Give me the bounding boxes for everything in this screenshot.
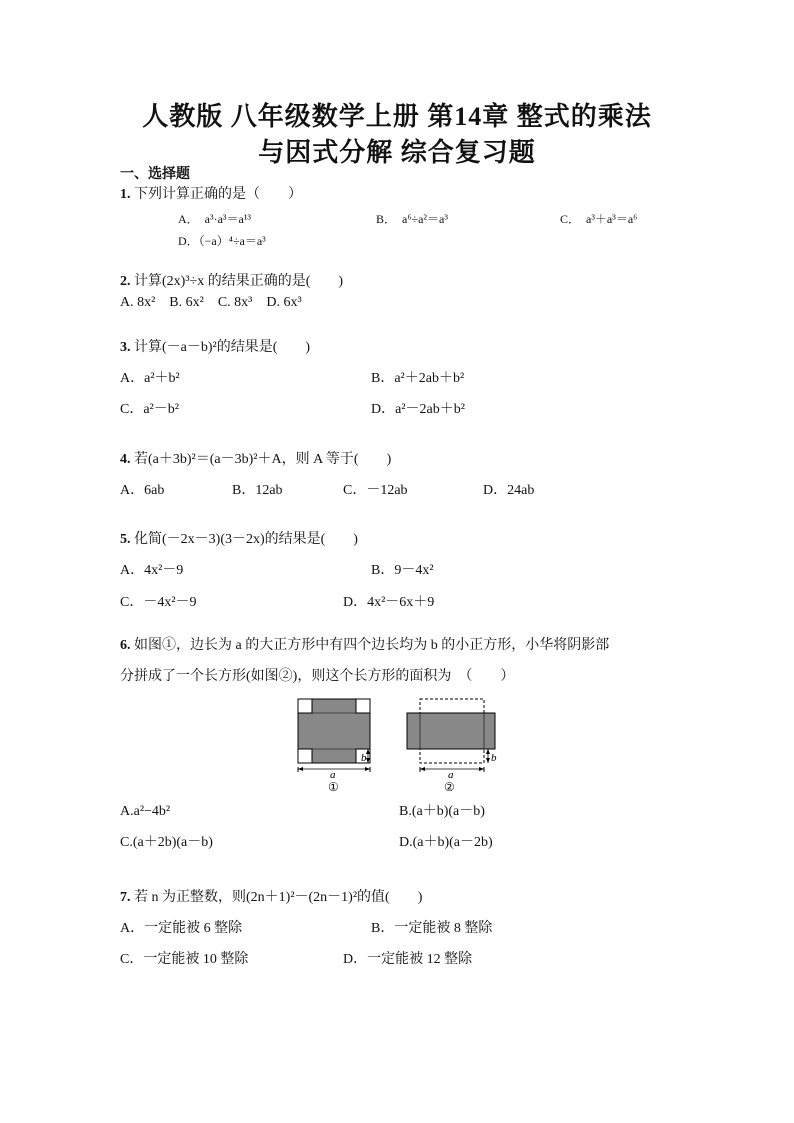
section-heading: 一、选择题 [120,167,190,182]
q5-option-a: A．4x²－9 [120,563,184,578]
figure-1-label-a: a [330,769,336,781]
q3-option-d: D．a²－2ab＋b² [371,402,465,417]
q4-option-c: C．－12ab [343,483,408,498]
question-number: 2. [120,274,131,289]
q4-option-d: D．24ab [483,483,535,498]
question-stem: 化简(－2x－3)(3－2x)的结果是( ) [134,532,358,547]
question-number: 4. [120,452,131,467]
figure-2-caption: ② [444,780,455,794]
q4-option-b: B．12ab [232,483,283,498]
question-3 [120,339,310,357]
figure-2-label-a: a [448,769,454,781]
q1-option-b: B． a⁶÷a²＝a³ [376,212,448,226]
document-title-line-2: 与因式分解 综合复习题 [258,138,536,167]
q7-option-c: C．一定能被 10 整除 [120,952,249,967]
q2-options: A. 8x² B. 6x² C. 8x³ D. 6x³ [120,295,302,310]
q1-option-c: C． a³＋a³＝a⁶ [560,212,638,226]
question-stem: 若(a＋3b)²＝(a－3b)²＋A，则 A 等于( ) [134,452,392,467]
figure-2-rectangle [407,699,497,794]
q7-option-b: B．一定能被 8 整除 [371,921,493,936]
question-stem: 若 n 为正整数，则(2n＋1)²－(2n－1)²的值( ) [134,890,423,905]
question-4 [120,451,391,469]
question-1 [120,186,302,204]
question-2 [120,273,343,291]
q5-option-b: B．9－4x² [371,563,434,578]
q7-option-d: D．一定能被 12 整除 [343,952,473,967]
question-number: 3. [120,340,131,355]
q6-figures [290,694,510,796]
figure-1-label-b: b [361,752,367,764]
q6-option-d: D.(a＋b)(a－2b) [399,835,493,850]
document-title-line-1: 人教版 八年级数学上册 第14章 整式的乘法 [142,102,652,131]
q4-option-a: A．6ab [120,483,165,498]
question-6 [120,637,609,655]
figure-2-label-b: b [491,752,497,764]
q3-option-b: B．a²＋2ab＋b² [371,371,465,386]
question-stem-line-1: 如图①，边长为 a 的大正方形中有四个边长均为 b 的小正方形，小华将阴影部 [134,638,610,653]
q3-option-a: A．a²＋b² [120,371,180,386]
q1-option-d: D．（−a）⁴÷a＝a³ [178,234,266,248]
question-number: 7. [120,890,131,905]
q7-option-a: A．一定能被 6 整除 [120,921,243,936]
question-stem: 计算(－a－b)²的结果是( ) [134,340,311,355]
figure-1-caption: ① [328,780,339,794]
q5-option-c: C．－4x²－9 [120,595,197,610]
question-7 [120,889,422,907]
question-stem: 计算(2x)³÷x 的结果正确的是( ) [134,274,344,289]
q1-option-a: A． a³·a³＝a¹³ [178,212,252,226]
q3-option-c: C．a²－b² [120,402,179,417]
question-5 [120,531,358,549]
figure-1-square-with-corners [298,699,370,794]
question-number: 5. [120,532,131,547]
q6-option-c: C.(a＋2b)(a－b) [120,835,213,850]
q6-option-a: A.a²−4b² [120,804,171,819]
q5-option-d: D．4x²－6x＋9 [343,595,435,610]
question-number: 1. [120,187,131,202]
question-stem: 下列计算正确的是（ ） [134,187,302,202]
question-number: 6. [120,638,131,653]
q6-option-b: B.(a＋b)(a－b) [399,804,485,819]
question-6-line-2: 分拼成了一个长方形(如图②)，则这个长方形的面积为 （ ） [120,669,515,684]
